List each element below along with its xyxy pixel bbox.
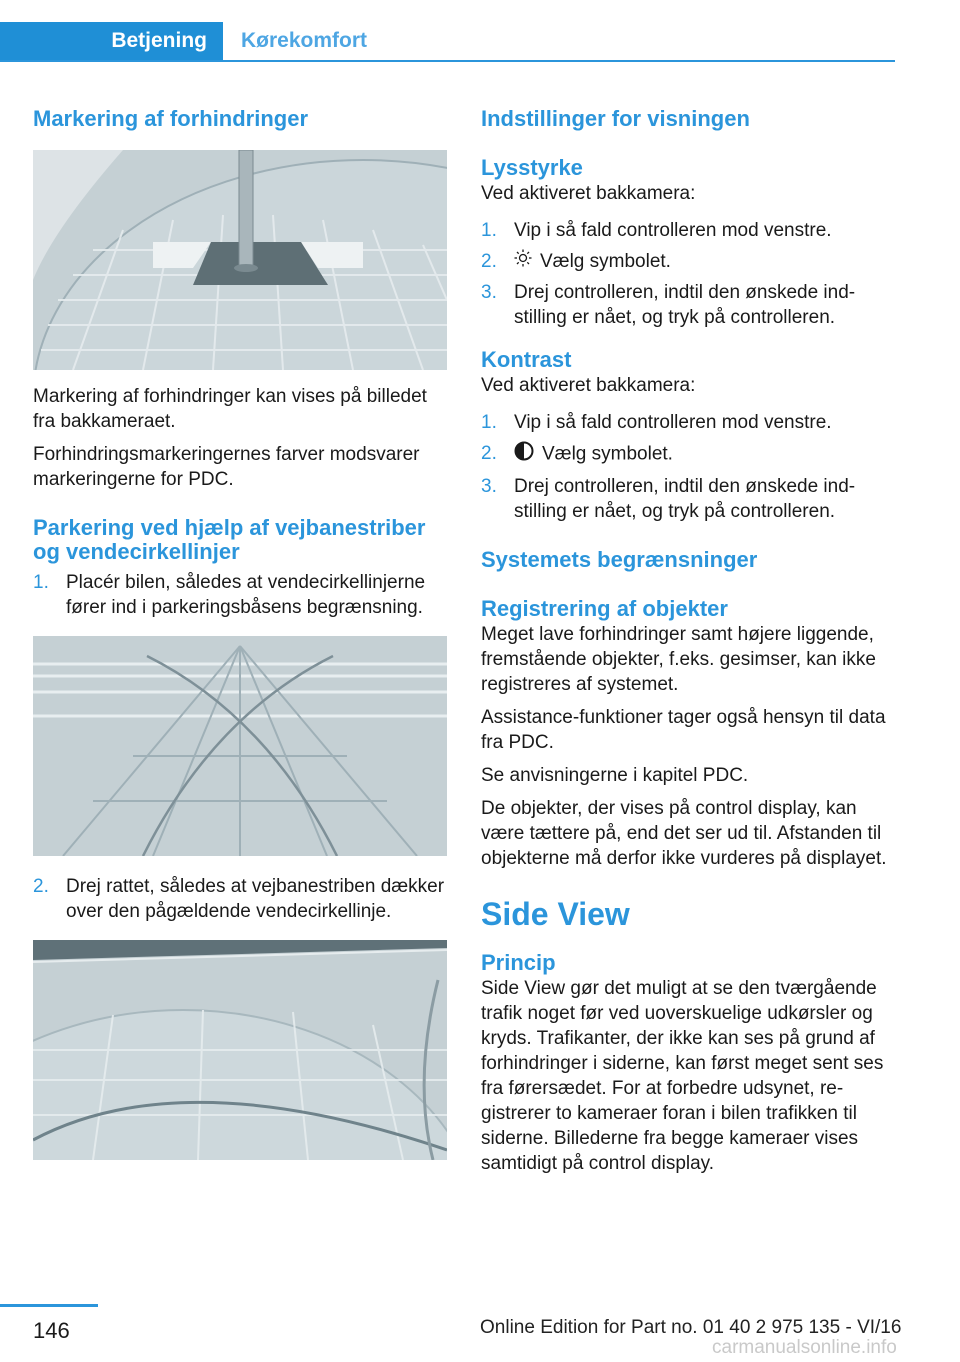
parking-steps-1 (33, 570, 449, 620)
step-text: Vip i så fald controlleren mod venstre. (514, 220, 832, 241)
para-detection-2: Assistance-funktioner tager også hensyn til data fra PDC. (481, 707, 886, 754)
header-tabs (0, 22, 895, 62)
para-side-view: Side View gør det muligt at se den tværgående trafik noget før ved uoverskuelige udkørsler og kryds. Trafikanter, der ikke kan ses på grund af forhindringer i siderne, kan først meget sent ses fra førersædet. For at forbedre udsynet, registrerer to kameraer foran i bilen trafikken til siderne. Billederne fra begge kameraer vises samtidigt på control display. (481, 978, 884, 1175)
step-text: Drej controlleren, indtil den ønskede indstilling er nået, og tryk på controlleren. (514, 476, 856, 523)
heading-system-limits: Systemets begrænsninger (481, 547, 758, 573)
figure-obstacle-marking (33, 150, 447, 370)
step-number: 1. (33, 572, 49, 593)
list-item (33, 874, 449, 924)
tab-korekomfort[interactable]: Kørekomfort (241, 29, 368, 52)
brightness-icon (514, 249, 532, 274)
right-column (481, 100, 897, 1176)
heading-obstacle-marking: Markering af forhindringer (33, 106, 309, 131)
contrast-icon (514, 441, 534, 468)
left-column (33, 100, 449, 1160)
step-text: Vælg symbolet. (540, 251, 671, 272)
step-number: 3. (481, 476, 497, 498)
watermark: carmanualsonline.info (712, 1337, 897, 1358)
step-number: 2. (481, 251, 497, 272)
step-number: 1. (481, 220, 497, 241)
contrast-intro: Ved aktiveret bakkamera: (481, 375, 696, 397)
heading-contrast: Kontrast (481, 347, 572, 373)
list-item (481, 218, 897, 243)
footer-divider (0, 1304, 98, 1307)
page-number: 146 (33, 1318, 70, 1343)
step-number: 2. (481, 443, 497, 465)
step-text: Placér bilen, således at vendecirkellinjerne fører ind i parkeringsbåsens begrænsning. (66, 572, 426, 618)
para-detection-1: Meget lave forhindringer samt højere liggende, fremstående objekter, f.eks. gesimser, kan ikke registreres af systemet. (481, 624, 876, 696)
step-text: Vip i så fald controlleren mod venstre. (514, 412, 832, 434)
header-divider (0, 60, 895, 62)
list-item (33, 570, 449, 620)
edition-text: Online Edition for Part no. 01 40 2 975 135 - VI/16 (480, 1317, 902, 1338)
step-text: Drej controlleren, indtil den ønskede indstilling er nået, og tryk på controlleren. (514, 282, 856, 329)
heading-principle: Princip (481, 950, 556, 976)
list-item (481, 474, 897, 524)
brightness-steps (481, 218, 897, 330)
tab-betjening[interactable]: Betjening (0, 22, 223, 60)
heading-display-settings: Indstillinger for visningen (481, 106, 750, 131)
parking-steps-2 (33, 874, 449, 924)
para-obstacle-1: Markering af forhindringer kan vises på billedet fra bakkameraet. (33, 386, 427, 432)
heading-parking-lines: Parkering ved hjælp af vejbanestriber og vendecirkellinjer (33, 515, 426, 564)
list-item (481, 441, 897, 468)
para-obstacle-2: Forhindringsmarkeringernes farver modsvarer markeringerne for PDC. (33, 444, 420, 490)
step-number: 3. (481, 282, 497, 304)
heading-object-detection: Registrering af objekter (481, 596, 728, 622)
figure-turning-circle (33, 940, 447, 1160)
list-item (481, 280, 897, 330)
list-item (481, 249, 897, 274)
heading-side-view: Side View (481, 896, 630, 933)
step-text: Drej rattet, således at vejbanestriben dækker over den pågældende vendecirkellinje. (66, 876, 445, 922)
heading-brightness: Lysstyrke (481, 155, 583, 180)
figure-lane-lines (33, 636, 447, 856)
step-number: 2. (33, 876, 49, 897)
step-text: Vælg symbolet. (542, 444, 673, 465)
step-number: 1. (481, 412, 497, 434)
contrast-steps (481, 410, 897, 524)
para-detection-3: Se anvisningerne i kapitel PDC. (481, 765, 749, 787)
para-detection-4: De objekter, der vises på control display, kan være tættere på, end det ser ud til. Afstanden til objekterne må derfor ikke vurderes på displayet. (481, 798, 887, 870)
brightness-intro: Ved aktiveret bakkamera: (481, 183, 696, 204)
list-item (481, 410, 897, 435)
